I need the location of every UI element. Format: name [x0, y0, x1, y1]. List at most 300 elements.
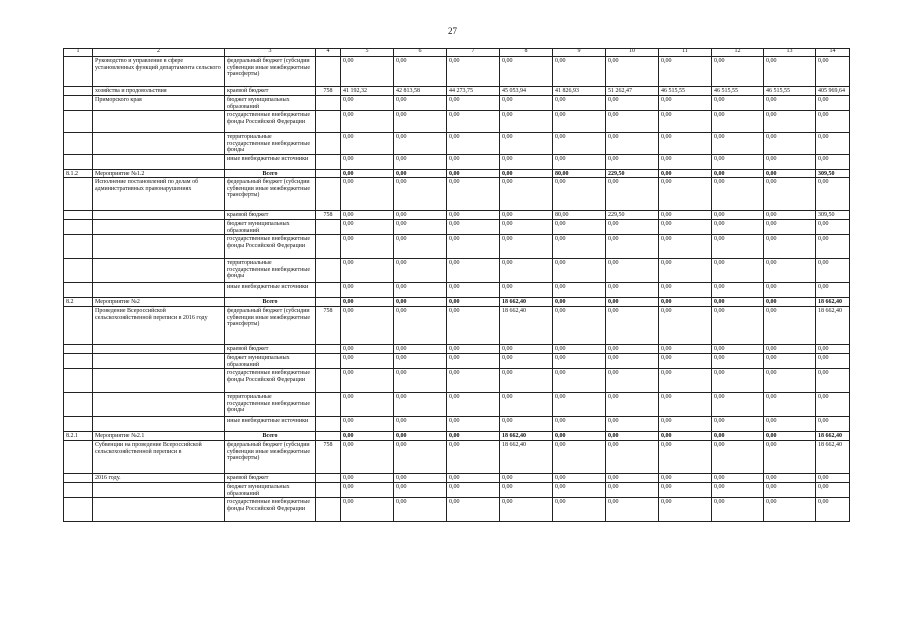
amount-cell: 0,00	[605, 110, 659, 133]
amount-cell: 0,00	[658, 169, 712, 178]
amount-cell: 0,00	[658, 473, 712, 483]
amount-cell: 0,00	[393, 440, 447, 474]
amount-cell: 0,00	[658, 110, 712, 133]
funding-source: бюджет муниципальных образований	[224, 482, 316, 498]
funding-source: краевой бюджет	[224, 344, 316, 354]
amount-cell: 0,00	[763, 169, 816, 178]
amount-cell: 18 662,40	[499, 431, 553, 441]
amount-cell: 0,00	[711, 306, 764, 345]
amount-cell: 0,00	[499, 473, 553, 483]
amount-cell: 0,00	[815, 416, 850, 432]
amount-cell: 0,00	[711, 482, 764, 498]
amount-cell: 0,00	[658, 440, 712, 474]
amount-cell: 0,00	[446, 344, 500, 354]
amount-cell: 0,00	[552, 154, 606, 170]
amount-cell: 0,00	[711, 234, 764, 259]
amount-cell: 0,00	[763, 56, 816, 87]
row-description	[92, 154, 225, 170]
amount-cell: 0,00	[711, 219, 764, 235]
amount-cell: 0,00	[711, 56, 764, 87]
amount-cell: 0,00	[605, 297, 659, 307]
amount-cell: 0,00	[552, 110, 606, 133]
amount-cell: 0,00	[763, 258, 816, 283]
amount-cell: 0,00	[552, 219, 606, 235]
amount-cell: 0,00	[393, 177, 447, 211]
funding-source: краевой бюджет	[224, 210, 316, 220]
row-id	[63, 392, 93, 417]
amount-cell: 0,00	[605, 392, 659, 417]
amount-cell: 0,00	[446, 473, 500, 483]
amount-cell: 0,00	[815, 219, 850, 235]
amount-cell: 0,00	[393, 497, 447, 522]
row-id	[63, 95, 93, 111]
amount-cell: 0,00	[552, 416, 606, 432]
amount-cell: 0,00	[711, 95, 764, 111]
amount-cell: 0,00	[711, 110, 764, 133]
amount-cell: 0,00	[340, 344, 394, 354]
budget-code: 758	[315, 440, 341, 474]
funding-source: бюджет муниципальных образований	[224, 95, 316, 111]
amount-cell: 0,00	[658, 154, 712, 170]
row-id	[63, 497, 93, 522]
amount-cell: 0,00	[658, 482, 712, 498]
row-id	[63, 154, 93, 170]
amount-cell: 0,00	[605, 282, 659, 298]
amount-cell: 0,00	[552, 56, 606, 87]
row-id	[63, 282, 93, 298]
amount-cell: 0,00	[393, 392, 447, 417]
funding-source: территориальные государственные внебюджетные фонды	[224, 258, 316, 283]
amount-cell: 0,00	[815, 258, 850, 283]
amount-cell: 0,00	[499, 56, 553, 87]
amount-cell: 0,00	[552, 306, 606, 345]
amount-cell: 0,00	[340, 482, 394, 498]
amount-cell: 0,00	[605, 416, 659, 432]
row-id	[63, 482, 93, 498]
amount-cell: 0,00	[711, 297, 764, 307]
amount-cell: 0,00	[446, 219, 500, 235]
column-header: 1	[63, 48, 93, 57]
amount-cell: 0,00	[393, 258, 447, 283]
amount-cell: 0,00	[605, 95, 659, 111]
column-header: 7	[446, 48, 500, 57]
amount-cell: 0,00	[340, 177, 394, 211]
amount-cell: 0,00	[763, 473, 816, 483]
amount-cell: 44 273,75	[446, 86, 500, 96]
row-description: Мероприятие №2	[92, 297, 225, 307]
amount-cell: 0,00	[763, 392, 816, 417]
row-description	[92, 368, 225, 393]
amount-cell: 0,00	[446, 258, 500, 283]
amount-cell: 0,00	[815, 497, 850, 522]
amount-cell: 0,00	[446, 282, 500, 298]
amount-cell: 0,00	[446, 482, 500, 498]
amount-cell: 0,00	[763, 306, 816, 345]
amount-cell: 0,00	[763, 177, 816, 211]
amount-cell: 0,00	[446, 154, 500, 170]
amount-cell: 0,00	[340, 110, 394, 133]
amount-cell: 0,00	[711, 416, 764, 432]
amount-cell: 0,00	[552, 431, 606, 441]
amount-cell: 0,00	[658, 306, 712, 345]
amount-cell: 0,00	[605, 440, 659, 474]
funding-source: федеральный бюджет (субсидии субвенции иные межбюджетные трансферты)	[224, 56, 316, 87]
amount-cell: 0,00	[393, 154, 447, 170]
amount-cell: 18 662,40	[815, 297, 850, 307]
funding-source: территориальные государственные внебюджетные фонды	[224, 392, 316, 417]
amount-cell: 0,00	[499, 169, 553, 178]
amount-cell: 0,00	[499, 368, 553, 393]
amount-cell: 0,00	[711, 497, 764, 522]
budget-code	[315, 368, 341, 393]
amount-cell: 46 515,55	[711, 86, 764, 96]
row-description: Субвенции на проведение Всероссийской сельскохозяйственной переписи в	[92, 440, 225, 474]
amount-cell: 18 662,40	[499, 297, 553, 307]
row-description	[92, 234, 225, 259]
amount-cell: 0,00	[393, 473, 447, 483]
amount-cell: 0,00	[658, 282, 712, 298]
amount-cell: 0,00	[446, 431, 500, 441]
amount-cell: 0,00	[552, 132, 606, 155]
amount-cell: 309,50	[815, 210, 850, 220]
amount-cell: 0,00	[446, 110, 500, 133]
amount-cell: 0,00	[340, 56, 394, 87]
amount-cell: 0,00	[340, 234, 394, 259]
amount-cell: 0,00	[763, 482, 816, 498]
funding-source: Всего	[224, 297, 316, 307]
amount-cell: 0,00	[658, 392, 712, 417]
amount-cell: 0,00	[815, 392, 850, 417]
funding-source: иные внебюджетные источники	[224, 154, 316, 170]
column-header: 14	[815, 48, 850, 57]
amount-cell: 0,00	[658, 132, 712, 155]
amount-cell: 0,00	[763, 353, 816, 369]
funding-source: бюджет муниципальных образований	[224, 219, 316, 235]
amount-cell: 0,00	[552, 177, 606, 211]
funding-source: государственные внебюджетные фонды Российской Федерации	[224, 234, 316, 259]
amount-cell: 0,00	[763, 416, 816, 432]
row-id	[63, 440, 93, 474]
amount-cell: 0,00	[605, 431, 659, 441]
amount-cell: 0,00	[711, 132, 764, 155]
column-header: 12	[711, 48, 764, 57]
amount-cell: 42 813,58	[393, 86, 447, 96]
amount-cell: 0,00	[499, 110, 553, 133]
amount-cell: 0,00	[605, 234, 659, 259]
amount-cell: 0,00	[605, 482, 659, 498]
amount-cell: 0,00	[658, 368, 712, 393]
amount-cell: 0,00	[711, 154, 764, 170]
amount-cell: 0,00	[552, 497, 606, 522]
amount-cell: 0,00	[605, 473, 659, 483]
row-description	[92, 132, 225, 155]
amount-cell: 18 662,40	[499, 440, 553, 474]
amount-cell: 0,00	[446, 169, 500, 178]
amount-cell: 0,00	[340, 297, 394, 307]
row-description: Мероприятие №2.1	[92, 431, 225, 441]
budget-code	[315, 177, 341, 211]
amount-cell: 0,00	[658, 56, 712, 87]
budget-code	[315, 392, 341, 417]
amount-cell: 0,00	[340, 431, 394, 441]
amount-cell: 0,00	[340, 169, 394, 178]
budget-code	[315, 234, 341, 259]
amount-cell: 0,00	[393, 219, 447, 235]
row-description	[92, 258, 225, 283]
amount-cell: 0,00	[711, 258, 764, 283]
amount-cell: 0,00	[499, 282, 553, 298]
amount-cell: 0,00	[393, 416, 447, 432]
amount-cell: 0,00	[446, 392, 500, 417]
row-id: 8.1.2	[63, 169, 93, 178]
row-id	[63, 110, 93, 133]
row-id	[63, 353, 93, 369]
amount-cell: 0,00	[763, 368, 816, 393]
budget-code: 758	[315, 86, 341, 96]
amount-cell: 0,00	[815, 110, 850, 133]
amount-cell: 0,00	[340, 282, 394, 298]
amount-cell: 80,00	[552, 169, 606, 178]
budget-code	[315, 497, 341, 522]
amount-cell: 0,00	[446, 56, 500, 87]
amount-cell: 0,00	[763, 297, 816, 307]
amount-cell: 0,00	[499, 482, 553, 498]
amount-cell: 0,00	[815, 234, 850, 259]
amount-cell: 0,00	[393, 482, 447, 498]
budget-code: 758	[315, 210, 341, 220]
column-header: 13	[763, 48, 816, 57]
row-id: 8.2.1	[63, 431, 93, 441]
amount-cell: 0,00	[393, 132, 447, 155]
row-description: Руководство и управление в сфере установленных функций департамента сельского	[92, 56, 225, 87]
amount-cell: 46 515,55	[658, 86, 712, 96]
amount-cell: 0,00	[815, 482, 850, 498]
amount-cell: 0,00	[340, 219, 394, 235]
amount-cell: 0,00	[605, 154, 659, 170]
amount-cell: 0,00	[393, 306, 447, 345]
row-id	[63, 234, 93, 259]
budget-code: 758	[315, 306, 341, 345]
amount-cell: 0,00	[393, 56, 447, 87]
budget-code	[315, 132, 341, 155]
amount-cell: 0,00	[446, 132, 500, 155]
amount-cell: 0,00	[340, 392, 394, 417]
row-description: Мероприятие №1.2	[92, 169, 225, 178]
amount-cell: 0,00	[499, 258, 553, 283]
row-description	[92, 482, 225, 498]
amount-cell: 0,00	[393, 297, 447, 307]
amount-cell: 0,00	[499, 497, 553, 522]
budget-code	[315, 219, 341, 235]
amount-cell: 0,00	[552, 234, 606, 259]
amount-cell: 18 662,40	[499, 306, 553, 345]
amount-cell: 0,00	[552, 297, 606, 307]
amount-cell: 0,00	[815, 344, 850, 354]
page-number: 27	[448, 26, 457, 36]
amount-cell: 0,00	[763, 440, 816, 474]
funding-source: Всего	[224, 431, 316, 441]
amount-cell: 0,00	[340, 132, 394, 155]
amount-cell: 0,00	[658, 497, 712, 522]
budget-code	[315, 353, 341, 369]
amount-cell: 0,00	[393, 368, 447, 393]
funding-source: федеральный бюджет (субсидии субвенции иные межбюджетные трансферты)	[224, 177, 316, 211]
row-description	[92, 416, 225, 432]
amount-cell: 0,00	[763, 110, 816, 133]
amount-cell: 0,00	[393, 169, 447, 178]
funding-source: государственные внебюджетные фонды Российской Федерации	[224, 497, 316, 522]
amount-cell: 0,00	[605, 344, 659, 354]
amount-cell: 0,00	[605, 56, 659, 87]
amount-cell: 0,00	[711, 473, 764, 483]
amount-cell: 0,00	[658, 234, 712, 259]
amount-cell: 18 662,40	[815, 431, 850, 441]
row-id: 8.2	[63, 297, 93, 307]
amount-cell: 0,00	[393, 344, 447, 354]
amount-cell: 0,00	[658, 210, 712, 220]
amount-cell: 0,00	[340, 210, 394, 220]
amount-cell: 0,00	[446, 440, 500, 474]
amount-cell: 0,00	[605, 219, 659, 235]
amount-cell: 0,00	[711, 282, 764, 298]
row-id	[63, 132, 93, 155]
budget-code	[315, 416, 341, 432]
funding-source: бюджет муниципальных образований	[224, 353, 316, 369]
row-id	[63, 258, 93, 283]
amount-cell: 0,00	[711, 431, 764, 441]
row-description	[92, 110, 225, 133]
amount-cell: 0,00	[340, 368, 394, 393]
amount-cell: 45 053,94	[499, 86, 553, 96]
amount-cell: 18 662,40	[815, 440, 850, 474]
amount-cell: 0,00	[711, 440, 764, 474]
amount-cell: 0,00	[340, 306, 394, 345]
row-id	[63, 306, 93, 345]
amount-cell: 0,00	[815, 177, 850, 211]
column-header: 11	[658, 48, 712, 57]
amount-cell: 0,00	[605, 497, 659, 522]
column-header: 9	[552, 48, 606, 57]
amount-cell: 0,00	[340, 353, 394, 369]
amount-cell: 0,00	[499, 416, 553, 432]
amount-cell: 0,00	[499, 344, 553, 354]
amount-cell: 0,00	[393, 95, 447, 111]
amount-cell: 0,00	[815, 353, 850, 369]
row-description	[92, 497, 225, 522]
amount-cell: 0,00	[340, 497, 394, 522]
amount-cell: 0,00	[658, 219, 712, 235]
amount-cell: 0,00	[658, 353, 712, 369]
amount-cell: 0,00	[552, 95, 606, 111]
column-header: 6	[393, 48, 447, 57]
amount-cell: 0,00	[658, 344, 712, 354]
amount-cell: 0,00	[763, 497, 816, 522]
row-description: 2016 году.	[92, 473, 225, 483]
amount-cell: 0,00	[552, 353, 606, 369]
column-header: 2	[92, 48, 225, 57]
amount-cell: 0,00	[552, 473, 606, 483]
budget-code	[315, 95, 341, 111]
amount-cell: 0,00	[446, 353, 500, 369]
amount-cell: 0,00	[605, 306, 659, 345]
amount-cell: 41 826,93	[552, 86, 606, 96]
column-header: 5	[340, 48, 394, 57]
amount-cell: 0,00	[815, 95, 850, 111]
amount-cell: 0,00	[393, 353, 447, 369]
amount-cell: 0,00	[499, 154, 553, 170]
amount-cell: 0,00	[340, 473, 394, 483]
amount-cell: 0,00	[658, 431, 712, 441]
funding-source: иные внебюджетные источники	[224, 416, 316, 432]
amount-cell: 0,00	[446, 177, 500, 211]
amount-cell: 0,00	[605, 353, 659, 369]
amount-cell: 0,00	[711, 392, 764, 417]
funding-source: Всего	[224, 169, 316, 178]
amount-cell: 0,00	[340, 440, 394, 474]
amount-cell: 0,00	[446, 234, 500, 259]
amount-cell: 0,00	[658, 177, 712, 211]
amount-cell: 0,00	[393, 282, 447, 298]
amount-cell: 0,00	[393, 234, 447, 259]
row-id	[63, 56, 93, 87]
amount-cell: 0,00	[499, 353, 553, 369]
amount-cell: 0,00	[763, 234, 816, 259]
amount-cell: 0,00	[711, 177, 764, 211]
amount-cell: 0,00	[446, 306, 500, 345]
amount-cell: 0,00	[552, 392, 606, 417]
amount-cell: 0,00	[340, 154, 394, 170]
amount-cell: 0,00	[605, 258, 659, 283]
amount-cell: 229,50	[605, 169, 659, 178]
amount-cell: 0,00	[763, 344, 816, 354]
amount-cell: 229,50	[605, 210, 659, 220]
amount-cell: 0,00	[815, 56, 850, 87]
amount-cell: 0,00	[552, 258, 606, 283]
funding-source: государственные внебюджетные фонды Российской Федерации	[224, 110, 316, 133]
amount-cell: 0,00	[340, 95, 394, 111]
row-id	[63, 219, 93, 235]
amount-cell: 0,00	[552, 440, 606, 474]
amount-cell: 0,00	[499, 210, 553, 220]
amount-cell: 0,00	[711, 210, 764, 220]
row-id	[63, 416, 93, 432]
amount-cell: 0,00	[815, 473, 850, 483]
column-header: 8	[499, 48, 553, 57]
funding-source: государственные внебюджетные фонды Российской Федерации	[224, 368, 316, 393]
amount-cell: 0,00	[815, 154, 850, 170]
budget-code	[315, 258, 341, 283]
column-header: 4	[315, 48, 341, 57]
amount-cell: 0,00	[763, 95, 816, 111]
amount-cell: 0,00	[711, 368, 764, 393]
amount-cell: 51 262,47	[605, 86, 659, 96]
funding-source: краевой бюджет	[224, 473, 316, 483]
amount-cell: 0,00	[499, 132, 553, 155]
amount-cell: 46 515,55	[763, 86, 816, 96]
funding-source: федеральный бюджет (субсидии субвенции иные межбюджетные трансферты)	[224, 440, 316, 474]
row-id	[63, 177, 93, 211]
amount-cell: 0,00	[605, 368, 659, 393]
budget-code	[315, 482, 341, 498]
amount-cell: 0,00	[340, 258, 394, 283]
amount-cell: 0,00	[658, 95, 712, 111]
amount-cell: 41 192,32	[340, 86, 394, 96]
amount-cell: 0,00	[446, 497, 500, 522]
amount-cell: 0,00	[552, 344, 606, 354]
row-description: Приморского края	[92, 95, 225, 111]
amount-cell: 0,00	[658, 297, 712, 307]
amount-cell: 0,00	[552, 482, 606, 498]
